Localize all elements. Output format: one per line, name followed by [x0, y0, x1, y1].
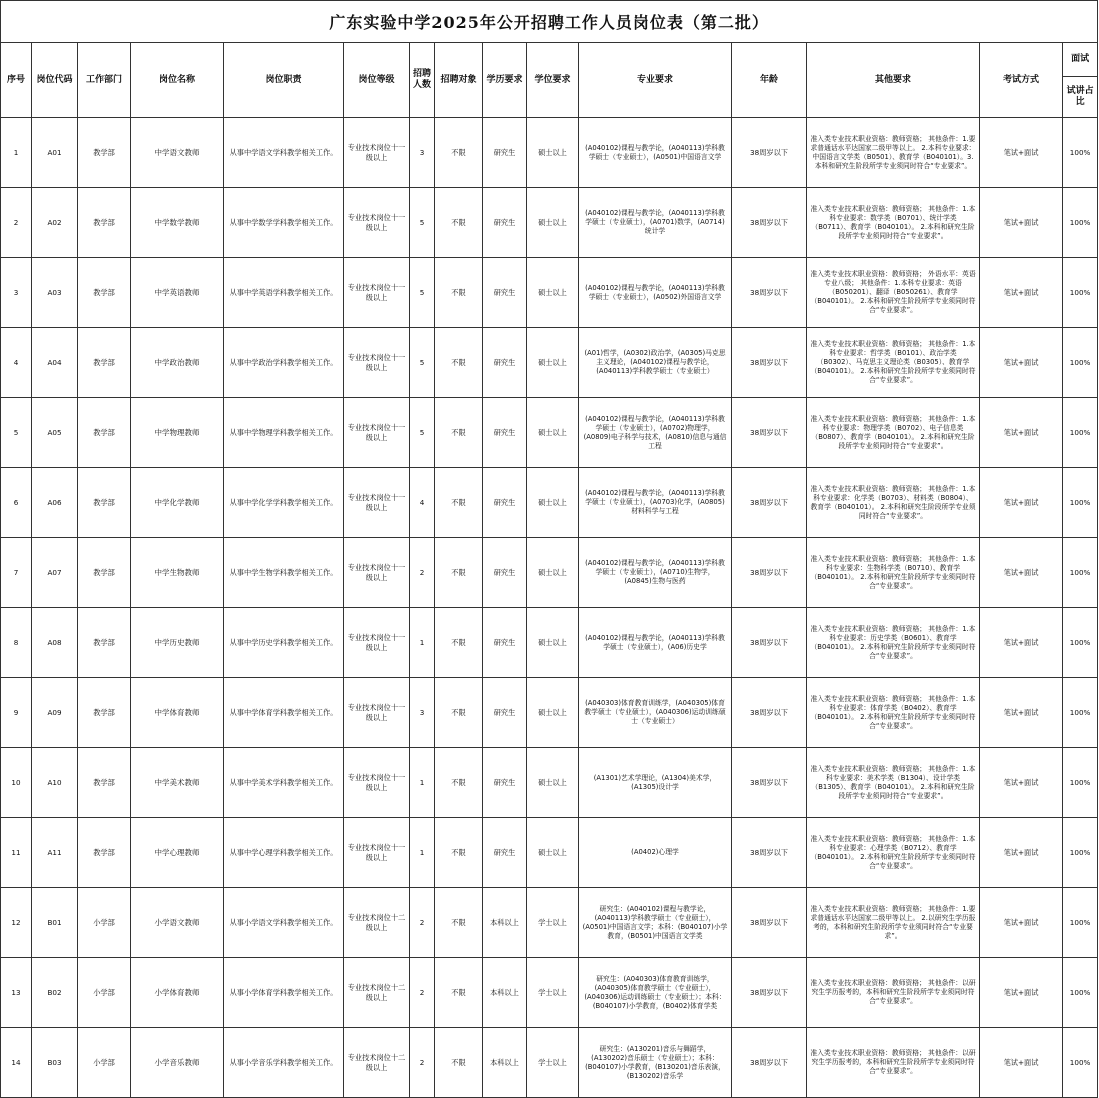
cell-duty: 从事中学心理学科教学相关工作。 — [224, 818, 344, 888]
header-other: 其他要求 — [807, 43, 980, 118]
cell-age: 38周岁以下 — [732, 888, 807, 958]
cell-name: 中学生物教师 — [131, 538, 224, 608]
cell-name: 小学语文教师 — [131, 888, 224, 958]
cell-exam: 笔试+面试 — [980, 888, 1063, 958]
cell-ratio: 100% — [1063, 328, 1098, 398]
cell-count: 3 — [410, 678, 435, 748]
cell-exam: 笔试+面试 — [980, 958, 1063, 1028]
cell-seq: 13 — [1, 958, 32, 1028]
cell-name: 中学数学教师 — [131, 188, 224, 258]
cell-name: 中学英语教师 — [131, 258, 224, 328]
cell-code: A06 — [32, 468, 78, 538]
cell-major: (A1301)艺术学理论，(A1304)美术学，(A1305)设计学 — [579, 748, 732, 818]
cell-dept: 教学部 — [78, 328, 131, 398]
cell-major: (A040102)课程与教学论，(A040113)学科教学硕士（专业硕士），(A0710)生物学，(A0845)生物与医药 — [579, 538, 732, 608]
cell-target: 不限 — [435, 1028, 483, 1098]
cell-grade: 专业技术岗位十一级以上 — [344, 398, 410, 468]
cell-ratio: 100% — [1063, 608, 1098, 678]
table-row — [1, 538, 1098, 608]
cell-duty: 从事小学体育学科教学相关工作。 — [224, 958, 344, 1028]
header-grade: 岗位等级 — [344, 43, 410, 118]
cell-count: 5 — [410, 398, 435, 468]
cell-edu: 研究生 — [483, 188, 527, 258]
header-exam: 考试方式 — [980, 43, 1063, 118]
cell-duty: 从事中学英语学科教学相关工作。 — [224, 258, 344, 328]
cell-seq: 6 — [1, 468, 32, 538]
cell-edu: 研究生 — [483, 398, 527, 468]
table-row — [1, 1028, 1098, 1098]
cell-name: 中学心理教师 — [131, 818, 224, 888]
table-row — [1, 888, 1098, 958]
cell-exam: 笔试+面试 — [980, 258, 1063, 328]
cell-duty: 从事中学化学学科教学相关工作。 — [224, 468, 344, 538]
cell-grade: 专业技术岗位十一级以上 — [344, 608, 410, 678]
cell-grade: 专业技术岗位十一级以上 — [344, 468, 410, 538]
cell-other: 准入类专业技术职业资格：教师资格； 其他条件：以研究生学历报考的，本科和研究生阶段所学专业须同时符合“专业要求”。 — [807, 958, 980, 1028]
cell-target: 不限 — [435, 118, 483, 188]
cell-grade: 专业技术岗位十二级以上 — [344, 888, 410, 958]
header-ratio: 试讲占比 — [1063, 77, 1098, 118]
cell-name: 中学物理教师 — [131, 398, 224, 468]
cell-degree: 硕士以上 — [527, 608, 579, 678]
cell-age: 38周岁以下 — [732, 468, 807, 538]
table-row — [1, 118, 1098, 188]
cell-target: 不限 — [435, 188, 483, 258]
cell-other: 准入类专业技术职业资格：教师资格； 其他条件：1.要求普通话水平达国家二级甲等以上。 2.本科专业要求：中国语言文学类（B0501）、教育学（B040101）。3.本科和研究生阶段所学专业须同时符合“专业要求”。 — [807, 118, 980, 188]
cell-target: 不限 — [435, 818, 483, 888]
cell-major: 研究生：(A040303)体育教育训练学，(A040305)体育教学硕士（专业硕士），(A040306)运动训练硕士（专业硕士）；本科：(B040107)小学教育，(B0402)体育学类 — [579, 958, 732, 1028]
cell-seq: 2 — [1, 188, 32, 258]
cell-seq: 10 — [1, 748, 32, 818]
cell-ratio: 100% — [1063, 398, 1098, 468]
cell-dept: 教学部 — [78, 258, 131, 328]
table-row — [1, 398, 1098, 468]
cell-exam: 笔试+面试 — [980, 748, 1063, 818]
cell-age: 38周岁以下 — [732, 1028, 807, 1098]
cell-seq: 11 — [1, 818, 32, 888]
cell-count: 2 — [410, 958, 435, 1028]
cell-major: 研究生：(A130201)音乐与舞蹈学，(A130202)音乐硕士（专业硕士）；本科：(B040107)小学教育，(B130201)音乐表演，(B130202)音乐学 — [579, 1028, 732, 1098]
cell-edu: 本科以上 — [483, 958, 527, 1028]
cell-ratio: 100% — [1063, 678, 1098, 748]
cell-count: 1 — [410, 748, 435, 818]
cell-grade: 专业技术岗位十二级以上 — [344, 958, 410, 1028]
cell-target: 不限 — [435, 258, 483, 328]
header-dept: 工作部门 — [78, 43, 131, 118]
cell-target: 不限 — [435, 398, 483, 468]
cell-target: 不限 — [435, 468, 483, 538]
cell-ratio: 100% — [1063, 818, 1098, 888]
cell-edu: 研究生 — [483, 748, 527, 818]
cell-other: 准入类专业技术职业资格：教师资格； 外语水平：英语专业八级； 其他条件：1.本科专业要求：英语（B050201）、翻译（B050261）、教育学（B040101）。 2.本科和研究生阶段所学专业须同时符合“专业要求”。 — [807, 258, 980, 328]
cell-edu: 本科以上 — [483, 1028, 527, 1098]
cell-exam: 笔试+面试 — [980, 608, 1063, 678]
cell-duty: 从事中学政治学科教学相关工作。 — [224, 328, 344, 398]
cell-exam: 笔试+面试 — [980, 188, 1063, 258]
cell-dept: 小学部 — [78, 958, 131, 1028]
cell-count: 1 — [410, 818, 435, 888]
cell-age: 38周岁以下 — [732, 398, 807, 468]
cell-seq: 9 — [1, 678, 32, 748]
cell-major: 研究生：(A040102)课程与教学论，(A040113)学科教学硕士（专业硕士），(A0501)中国语言文学；本科：(B040107)小学教育，(B0501)中国语言文学类 — [579, 888, 732, 958]
cell-edu: 研究生 — [483, 678, 527, 748]
cell-duty: 从事中学语文学科教学相关工作。 — [224, 118, 344, 188]
cell-major: (A01)哲学，(A0302)政治学，(A0305)马克思主义理论，(A040102)课程与教学论，(A040113)学科教学硕士（专业硕士） — [579, 328, 732, 398]
cell-count: 4 — [410, 468, 435, 538]
cell-count: 5 — [410, 258, 435, 328]
cell-code: A10 — [32, 748, 78, 818]
cell-degree: 硕士以上 — [527, 538, 579, 608]
header-code: 岗位代码 — [32, 43, 78, 118]
cell-exam: 笔试+面试 — [980, 328, 1063, 398]
cell-age: 38周岁以下 — [732, 608, 807, 678]
cell-other: 准入类专业技术职业资格：教师资格； 其他条件：1.要求普通话水平达国家二级甲等以上。 2.以研究生学历报考的，本科和研究生阶段所学专业须同时符合“专业要求”。 — [807, 888, 980, 958]
cell-duty: 从事中学数学学科教学相关工作。 — [224, 188, 344, 258]
cell-code: A04 — [32, 328, 78, 398]
cell-target: 不限 — [435, 888, 483, 958]
cell-ratio: 100% — [1063, 258, 1098, 328]
cell-duty: 从事中学物理学科教学相关工作。 — [224, 398, 344, 468]
table-row — [1, 188, 1098, 258]
cell-seq: 1 — [1, 118, 32, 188]
cell-exam: 笔试+面试 — [980, 118, 1063, 188]
cell-ratio: 100% — [1063, 468, 1098, 538]
cell-dept: 教学部 — [78, 818, 131, 888]
cell-dept: 教学部 — [78, 398, 131, 468]
header-major: 专业要求 — [579, 43, 732, 118]
cell-major: (A040102)课程与教学论，(A040113)学科教学硕士（专业硕士），(A0501)中国语言文学 — [579, 118, 732, 188]
cell-major: (A040303)体育教育训练学，(A040305)体育教学硕士（专业硕士），(A040306)运动训练硕士（专业硕士） — [579, 678, 732, 748]
cell-edu: 研究生 — [483, 328, 527, 398]
cell-exam: 笔试+面试 — [980, 678, 1063, 748]
cell-code: A01 — [32, 118, 78, 188]
cell-major: (A040102)课程与教学论，(A040113)学科教学硕士（专业硕士），(A0702)物理学，(A0809)电子科学与技术，(A0810)信息与通信工程 — [579, 398, 732, 468]
cell-grade: 专业技术岗位十一级以上 — [344, 328, 410, 398]
table-row — [1, 678, 1098, 748]
cell-degree: 硕士以上 — [527, 258, 579, 328]
cell-ratio: 100% — [1063, 1028, 1098, 1098]
header-degree: 学位要求 — [527, 43, 579, 118]
cell-age: 38周岁以下 — [732, 118, 807, 188]
cell-ratio: 100% — [1063, 188, 1098, 258]
cell-exam: 笔试+面试 — [980, 538, 1063, 608]
cell-grade: 专业技术岗位十一级以上 — [344, 748, 410, 818]
cell-count: 2 — [410, 538, 435, 608]
cell-seq: 3 — [1, 258, 32, 328]
cell-target: 不限 — [435, 608, 483, 678]
header-interview: 面试 — [1063, 43, 1098, 77]
cell-ratio: 100% — [1063, 748, 1098, 818]
cell-grade: 专业技术岗位十一级以上 — [344, 118, 410, 188]
header-count: 招聘人数 — [410, 43, 435, 118]
cell-degree: 硕士以上 — [527, 678, 579, 748]
cell-seq: 5 — [1, 398, 32, 468]
cell-name: 小学体育教师 — [131, 958, 224, 1028]
cell-ratio: 100% — [1063, 958, 1098, 1028]
table-row — [1, 608, 1098, 678]
cell-seq: 7 — [1, 538, 32, 608]
cell-code: A02 — [32, 188, 78, 258]
cell-code: A07 — [32, 538, 78, 608]
cell-ratio: 100% — [1063, 118, 1098, 188]
cell-degree: 硕士以上 — [527, 398, 579, 468]
cell-edu: 研究生 — [483, 538, 527, 608]
cell-dept: 教学部 — [78, 468, 131, 538]
cell-degree: 学士以上 — [527, 888, 579, 958]
cell-code: A03 — [32, 258, 78, 328]
cell-count: 2 — [410, 888, 435, 958]
cell-duty: 从事小学音乐学科教学相关工作。 — [224, 1028, 344, 1098]
cell-count: 1 — [410, 608, 435, 678]
cell-exam: 笔试+面试 — [980, 818, 1063, 888]
table-row — [1, 748, 1098, 818]
header-target: 招聘对象 — [435, 43, 483, 118]
cell-age: 38周岁以下 — [732, 188, 807, 258]
cell-other: 准入类专业技术职业资格：教师资格； 其他条件：1.本科专业要求：心理学类（B0712）、教育学（B040101）。 2.本科和研究生阶段所学专业须同时符合“专业要求”。 — [807, 818, 980, 888]
cell-seq: 12 — [1, 888, 32, 958]
cell-target: 不限 — [435, 958, 483, 1028]
table-row — [1, 258, 1098, 328]
cell-code: B01 — [32, 888, 78, 958]
cell-other: 准入类专业技术职业资格：教师资格； 其他条件：1.本科专业要求：化学类（B0703）、材料类（B0804）、教育学（B040101）。 2.本科和研究生阶段所学专业须同时符合“专业要求”。 — [807, 468, 980, 538]
cell-ratio: 100% — [1063, 538, 1098, 608]
cell-age: 38周岁以下 — [732, 328, 807, 398]
cell-degree: 硕士以上 — [527, 118, 579, 188]
cell-name: 小学音乐教师 — [131, 1028, 224, 1098]
cell-name: 中学历史教师 — [131, 608, 224, 678]
table-title: 广东实验中学2025年公开招聘工作人员岗位表（第二批） — [1, 1, 1098, 43]
cell-other: 准入类专业技术职业资格：教师资格； 其他条件：1.本科专业要求：数学类（B0701）、统计学类（B0711）、教育学（B040101）。 2.本科和研究生阶段所学专业须同时符合“专业要求”。 — [807, 188, 980, 258]
table-row — [1, 468, 1098, 538]
cell-grade: 专业技术岗位十一级以上 — [344, 188, 410, 258]
cell-age: 38周岁以下 — [732, 818, 807, 888]
cell-dept: 教学部 — [78, 188, 131, 258]
cell-age: 38周岁以下 — [732, 678, 807, 748]
cell-ratio: 100% — [1063, 888, 1098, 958]
cell-target: 不限 — [435, 748, 483, 818]
header-duty: 岗位职责 — [224, 43, 344, 118]
cell-age: 38周岁以下 — [732, 748, 807, 818]
header-name: 岗位名称 — [131, 43, 224, 118]
cell-major: (A040102)课程与教学论，(A040113)学科教学硕士（专业硕士），(A0701)数学，(A0714)统计学 — [579, 188, 732, 258]
cell-grade: 专业技术岗位十一级以上 — [344, 538, 410, 608]
cell-major: (A040102)课程与教学论，(A040113)学科教学硕士（专业硕士），(A06)历史学 — [579, 608, 732, 678]
cell-target: 不限 — [435, 678, 483, 748]
cell-age: 38周岁以下 — [732, 258, 807, 328]
cell-edu: 研究生 — [483, 608, 527, 678]
cell-name: 中学政治教师 — [131, 328, 224, 398]
cell-count: 5 — [410, 188, 435, 258]
header-age: 年龄 — [732, 43, 807, 118]
cell-edu: 研究生 — [483, 118, 527, 188]
cell-target: 不限 — [435, 328, 483, 398]
cell-code: B02 — [32, 958, 78, 1028]
cell-age: 38周岁以下 — [732, 538, 807, 608]
cell-grade: 专业技术岗位十二级以上 — [344, 1028, 410, 1098]
cell-degree: 硕士以上 — [527, 748, 579, 818]
cell-other: 准入类专业技术职业资格：教师资格； 其他条件：1.本科专业要求：美术学类（B1304）、设计学类（B1305）、教育学（B040101）。 2.本科和研究生阶段所学专业须同时符合“专业要求”。 — [807, 748, 980, 818]
cell-seq: 8 — [1, 608, 32, 678]
header-seq: 序号 — [1, 43, 32, 118]
cell-name: 中学美术教师 — [131, 748, 224, 818]
cell-other: 准入类专业技术职业资格：教师资格； 其他条件：1.本科专业要求：物理学类（B0702）、电子信息类（B0807）、教育学（B040101）。 2.本科和研究生阶段所学专业须同时符合“专业要求”。 — [807, 398, 980, 468]
cell-degree: 硕士以上 — [527, 328, 579, 398]
cell-other: 准入类专业技术职业资格：教师资格； 其他条件：1.本科专业要求：体育学类（B0402）、教育学（B040101）。 2.本科和研究生阶段所学专业须同时符合“专业要求”。 — [807, 678, 980, 748]
cell-degree: 硕士以上 — [527, 468, 579, 538]
cell-edu: 研究生 — [483, 258, 527, 328]
cell-degree: 硕士以上 — [527, 818, 579, 888]
cell-other: 准入类专业技术职业资格：教师资格； 其他条件：1.本科专业要求：哲学类（B0101）、政治学类（B0302）、马克思主义理论类（B0305）、教育学（B040101）。 2.本科和研究生阶段所学专业须同时符合“专业要求”。 — [807, 328, 980, 398]
cell-other: 准入类专业技术职业资格：教师资格； 其他条件：1.本科专业要求：历史学类（B0601）、教育学（B040101）。 2.本科和研究生阶段所学专业须同时符合“专业要求”。 — [807, 608, 980, 678]
cell-duty: 从事中学美术学科教学相关工作。 — [224, 748, 344, 818]
cell-target: 不限 — [435, 538, 483, 608]
cell-dept: 教学部 — [78, 748, 131, 818]
cell-grade: 专业技术岗位十一级以上 — [344, 258, 410, 328]
cell-dept: 教学部 — [78, 118, 131, 188]
cell-seq: 14 — [1, 1028, 32, 1098]
cell-name: 中学化学教师 — [131, 468, 224, 538]
cell-dept: 教学部 — [78, 608, 131, 678]
cell-count: 5 — [410, 328, 435, 398]
cell-seq: 4 — [1, 328, 32, 398]
table-row — [1, 328, 1098, 398]
cell-major: (A0402)心理学 — [579, 818, 732, 888]
cell-exam: 笔试+面试 — [980, 1028, 1063, 1098]
cell-edu: 研究生 — [483, 468, 527, 538]
cell-count: 3 — [410, 118, 435, 188]
cell-count: 2 — [410, 1028, 435, 1098]
cell-other: 准入类专业技术职业资格：教师资格； 其他条件：1.本科专业要求：生物科学类（B0710）、教育学（B040101）。 2.本科和研究生阶段所学专业须同时符合“专业要求”。 — [807, 538, 980, 608]
cell-grade: 专业技术岗位十一级以上 — [344, 818, 410, 888]
cell-major: (A040102)课程与教学论，(A040113)学科教学硕士（专业硕士），(A0502)外国语言文学 — [579, 258, 732, 328]
cell-exam: 笔试+面试 — [980, 468, 1063, 538]
cell-age: 38周岁以下 — [732, 958, 807, 1028]
cell-code: A08 — [32, 608, 78, 678]
cell-dept: 教学部 — [78, 538, 131, 608]
cell-edu: 本科以上 — [483, 888, 527, 958]
header-edu: 学历要求 — [483, 43, 527, 118]
cell-exam: 笔试+面试 — [980, 398, 1063, 468]
table-row — [1, 818, 1098, 888]
cell-duty: 从事中学生物学科教学相关工作。 — [224, 538, 344, 608]
cell-code: A09 — [32, 678, 78, 748]
cell-edu: 研究生 — [483, 818, 527, 888]
cell-code: A11 — [32, 818, 78, 888]
cell-dept: 教学部 — [78, 678, 131, 748]
cell-code: A05 — [32, 398, 78, 468]
table-row — [1, 958, 1098, 1028]
cell-code: B03 — [32, 1028, 78, 1098]
cell-dept: 小学部 — [78, 1028, 131, 1098]
cell-duty: 从事小学语文学科教学相关工作。 — [224, 888, 344, 958]
cell-dept: 小学部 — [78, 888, 131, 958]
cell-name: 中学体育教师 — [131, 678, 224, 748]
cell-duty: 从事中学历史学科教学相关工作。 — [224, 608, 344, 678]
cell-degree: 学士以上 — [527, 958, 579, 1028]
cell-major: (A040102)课程与教学论，(A040113)学科教学硕士（专业硕士），(A0703)化学，(A0805)材料科学与工程 — [579, 468, 732, 538]
cell-name: 中学语文教师 — [131, 118, 224, 188]
cell-degree: 硕士以上 — [527, 188, 579, 258]
cell-other: 准入类专业技术职业资格：教师资格； 其他条件：以研究生学历报考的，本科和研究生阶段所学专业须同时符合“专业要求”。 — [807, 1028, 980, 1098]
cell-degree: 学士以上 — [527, 1028, 579, 1098]
cell-duty: 从事中学体育学科教学相关工作。 — [224, 678, 344, 748]
cell-grade: 专业技术岗位十一级以上 — [344, 678, 410, 748]
